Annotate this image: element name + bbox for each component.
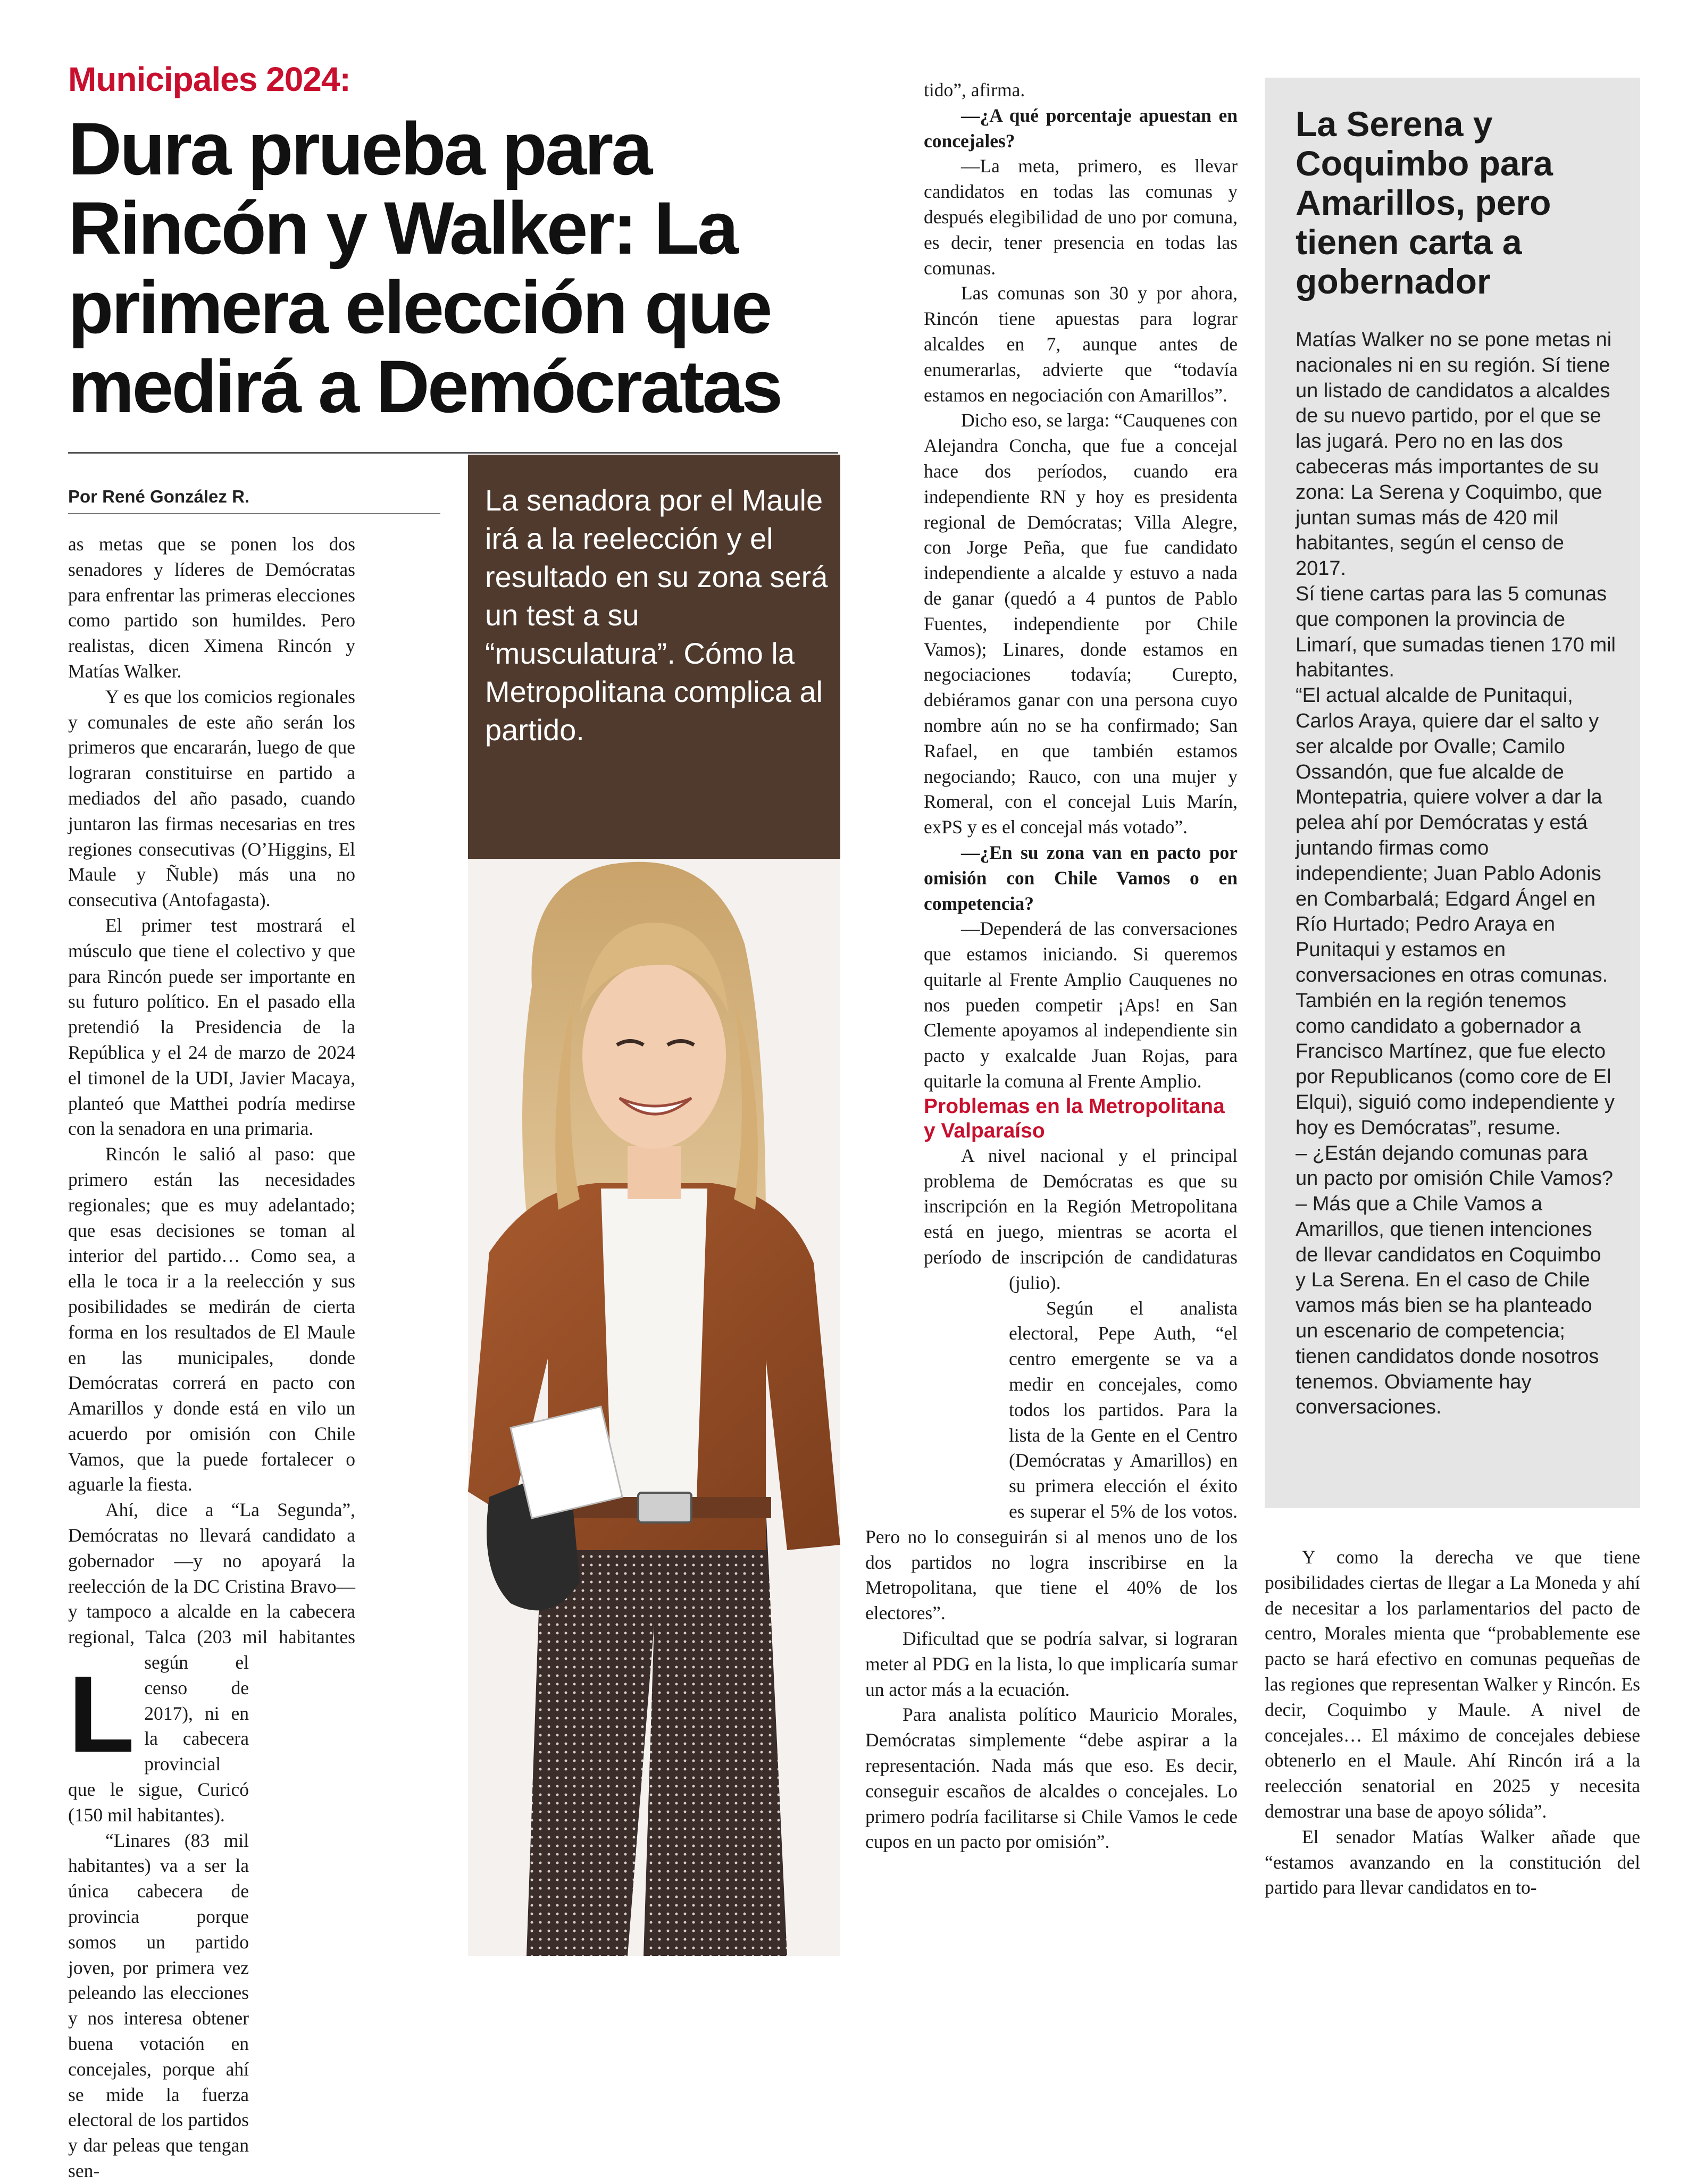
photo-panel (468, 455, 840, 1956)
sidebar-box (1265, 78, 1640, 1508)
paragraph: Y como la derecha ve que tiene posibilidades ciertas de llegar a La Moneda y ahí de necesitar a los parlamentarios del pacto de centro, Morales mienta que “probablemente ese pacto se hará efectivo en comunas pequeñas de las regiones que representan Walker y Rincón. Es decir, Coquimbo y Maule. A nivel de concejales… El máximo de concejales debiese obtenerlo en el Maule. Ahí Rincón irá a la reelección senatorial en 2025 y necesita demostrar una base de apoyo sólida”. (1265, 1546, 1640, 1822)
paragraph: Ahí, dice a “La Segunda”, Demócratas no llevará candidato a gobernador —y no apoyará la reelección de la DC Cristina Bravo— y tampoco a alcalde en la cabecera regional, Talca (203 mil habitantes según el censo de 2017), ni en la cabecera provincial que le sigue, Curicó (150 mil habitantes). (68, 1499, 355, 1826)
paragraph: “Linares (83 mil habitantes) va a ser la única cabecera de provincia porque somos un partido joven, por primera vez peleando las elecciones y nos interesa obtener buena votación en concejales, porque ahí se mide la fuerza electoral de los partidos y dar peleas que tengan sen- (68, 1829, 249, 2181)
sidebar-title: La Serena y Coquimbo para Amarillos, pero tienen carta a gobernador (1296, 104, 1553, 301)
byline: Por René González R. (68, 487, 250, 506)
paragraph: Dificultad que se podría salvar, si lograran meter al PDG en la lista, lo que implicaría sumar un actor más a la ecuación. (865, 1628, 1238, 1700)
photo-wrap-spacer (355, 1101, 440, 1662)
photo-wrap-spacer (865, 705, 924, 1290)
photo-wrap-spacer-2 (249, 1662, 440, 2140)
interview-question: —¿En su zona van en pacto por omisión con Chile Vamos o en competencia? (924, 841, 1238, 914)
paragraph: Dicho eso, se larga: “Cauquenes con Alejandra Concha, que fue a concejal hace dos períodos, cuando era independiente RN y hoy es presidenta regional de Demócratas; Villa Alegre, con Jorge Peña, que fue candidato independiente a alcalde y estuvo a nada de ganar (quedó a 4 puntos de Pablo Fuentes, independiente por Chile Vamos); Linares, donde estamos en negociaciones todavía; Curepto, debiéramos ganar con una persona cuyo nombre aún no se ha confirmado; San Rafael, en que también estamos negociando; Rauco, con una mujer y Romeral, con el concejal Luis Marín, exPS y es el concejal más votado”. (924, 409, 1238, 838)
paragraph: Sí tiene cartas para las 5 comunas que componen la provincia de Limarí, que sumadas tienen 170 mil habitantes. (1296, 582, 1616, 682)
paragraph: “El actual alcalde de Punitaqui, Carlos Araya, quiere dar el salto y ser alcalde por Ovalle; Camilo Ossandón, que fue alcalde de Montepatria, quiere volver a dar la pelea ahí por Demócratas y está juntando firmas como independiente; Juan Pablo Adonis en Combarbalá; Edgard Ángel en Río Hurtado; Pedro Araya en Punitaqui y estamos en conversaciones en otras comunas. También en la región tenemos como candidato a gobernador a Francisco Martínez, que fue electo por Republicanos (como core de El Elqui), siguió como independiente y hoy es Demócratas”, resume. (1296, 684, 1615, 1139)
paragraph: —Dependerá de las conversaciones que estamos iniciando. Si queremos quitarle al Frente Amplio Cauquenes no nos pueden competir ¡Aps! en San Clemente apoyamos al independiente sin pacto y exalcalde Juan Rojas, para quitarle la comuna al Frente Amplio. (924, 918, 1238, 1092)
paragraph: Según el analista electoral, Pepe Auth, “el centro emergente se va a medir en concejales, como todos los partidos. Para la lista de la Gente en el Centro (Demócratas y Amarillos) en su primera elección el éxito es superar el 5% de los votos. Pero no lo conseguirán si al menos uno de los dos partidos no logra inscribirse en la Metropolitana, que tiene el 40% de los electores”. (865, 1297, 1238, 1624)
paragraph: Para analista político Mauricio Morales, Demócratas simplemente “debe aspirar a la representación. Nada más que eso. Es decir, conseguir escaños de alcaldes o concejales. Lo primero podría facilitarse si Chile Vamos le cede cupos en un pacto por omisión”. (865, 1704, 1238, 1853)
paragraph: El senador Matías Walker añade que “estamos avanzando en la constitución del partido para llevar candidatos en to- (1265, 1826, 1640, 1898)
article-column-2 (865, 78, 1238, 1855)
paragraph: – ¿Están dejando comunas para un pacto por omisión Chile Vamos? (1296, 1142, 1614, 1190)
headline: Dura prueba para Rincón y Walker: La primera elección que medirá a Demócratas (68, 107, 781, 428)
subheading: Problemas en la Metropolitana y Valparaíso (924, 1094, 1225, 1142)
sidebar-body (1296, 328, 1616, 1420)
drop-cap: L (68, 1653, 135, 1775)
paragraph: L as metas que se ponen los dos senadores y líderes de Demócratas para enfrentar las primeras elecciones como partido son humildes. Pero realistas, dicen Ximena Rincón y Matías Walker. (68, 533, 355, 1775)
paragraph: – Más que a Chile Vamos a Amarillos, que tienen intenciones de llevar candidatos en Coquimbo y La Serena. En el caso de Chile vamos más bien se ha planteado un escenario de competencia; tienen candidatos donde nosotros tenemos. Obviamente hay conversaciones. (1296, 1193, 1601, 1419)
paragraph: Matías Walker no se pone metas ni nacionales ni en su región. Sí tiene un listado de candidatos a alcaldes de su nuevo partido, por el que se las jugará. Pero no en las dos cabeceras más importantes de su zona: La Serena y Coquimbo, que juntan sumas más de 420 mil habitantes, según el censo de 2017. (1296, 329, 1612, 580)
paragraph: A nivel nacional y el principal problema de Demócratas es que su inscripción en la Región Metropolitana está en juego, mientras se acorta el período de inscripción de candidaturas (julio). (924, 1144, 1238, 1293)
photo-wrap-spacer-2 (865, 1290, 1009, 1519)
paragraph: Rincón le salió al paso: que primero están las necesidades regionales; que es muy adelantado; que esas decisiones se toman al interior del partido… Como sea, a ella le toca ir a la reelección y sus posibilidades se medirán de cierta forma en los resultados de El Maule en las municipales, donde Demócratas correrá en pacto con Amarillos y donde está en vilo un acuerdo por omisión con Chile Vamos, que la puede fortalecer o aguarle la fiesta. (68, 1143, 355, 1495)
paragraph: —La meta, primero, es llevar candidatos en todas las comunas y después elegibilidad de uno por comuna, es decir, tener presencia en todas las comunas. (924, 155, 1238, 279)
deck-text: La senadora por el Maule irá a la reelección y el resultado en su zona será un test a su “musculatura”. Cómo la Metropolitana complica al partido. (485, 483, 828, 747)
paragraph: El primer test mostrará el músculo que tiene el colectivo y que para Rincón puede ser importante en su futuro político. En el pasado ella pretendió la Presidencia de la República y el 24 de marzo de 2024 el timonel de la UDI, Javier Macaya, planteó que Matthei podría medirse con la senadora en una primaria. (68, 914, 355, 1140)
headline-rule (68, 452, 838, 454)
paragraph: tido”, afirma. (924, 79, 1025, 101)
paragraph: Las comunas son 30 y por ahora, Rincón tiene apuestas para lograr alcaldes en 7, aunque antes de enumerarlas, advierte que “todavía estamos en negociación con Amarillos”. (924, 282, 1238, 406)
paragraph: Y es que los comicios regionales y comunales de este año serán los primeros que encararán, luego de que lograran constituirse en partido a mediados del año pasado, cuando juntaron las firmas necesarias en tres regiones consecutivas (O’Higgins, El Maule y Ñuble) más una no consecutiva (Antofagasta). (68, 685, 355, 911)
interview-question: —¿A qué porcentaje apuestan en concejales? (924, 104, 1238, 152)
byline-rule (68, 513, 440, 514)
section-kicker: Municipales 2024: (68, 60, 350, 98)
article-column-3 (1265, 1545, 1640, 1901)
article-column-1 (68, 532, 440, 2184)
